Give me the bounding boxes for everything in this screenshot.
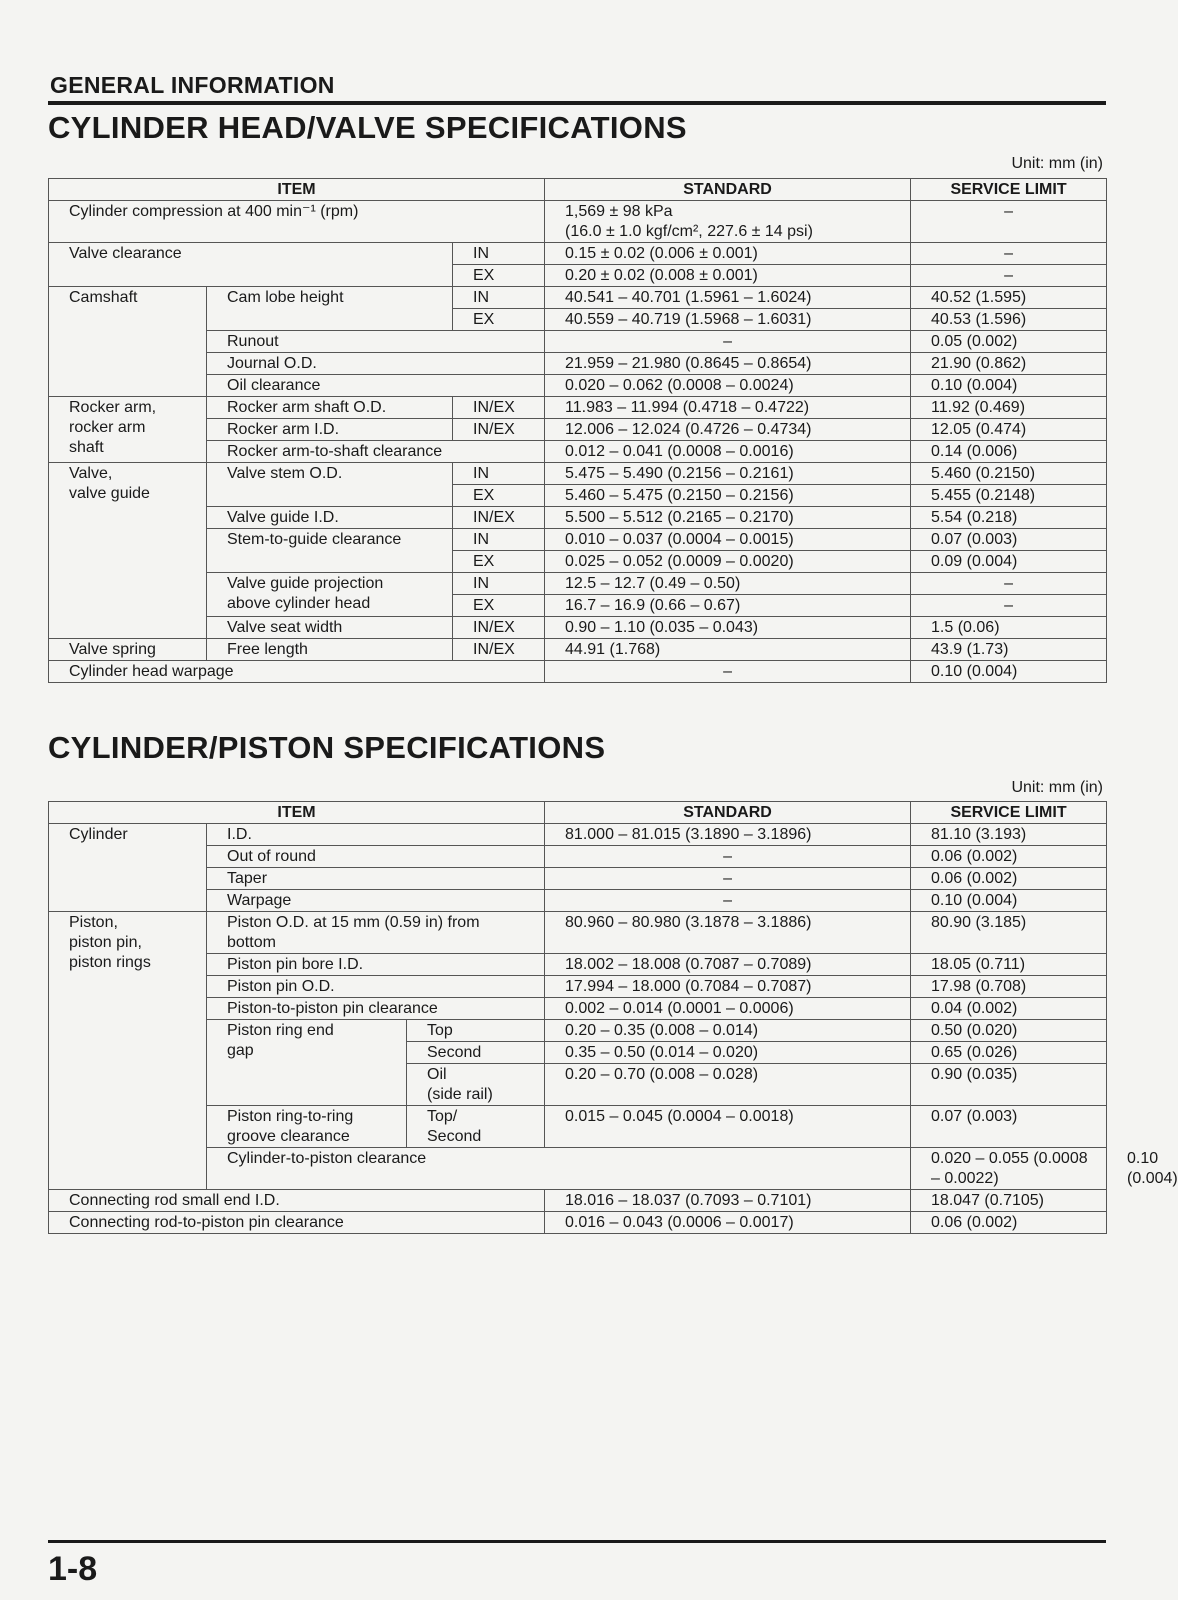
cylinder-piston-title: CYLINDER/PISTON SPECIFICATIONS: [48, 730, 606, 765]
item-cell: Journal O.D.: [207, 353, 545, 375]
col-item: ITEM: [49, 802, 545, 824]
item-cell: Cylinder head warpage: [49, 661, 545, 683]
item-cell: Valve guide projection above cylinder head: [207, 573, 453, 617]
group-cell: Valve, valve guide: [49, 463, 207, 639]
standard-cell: –: [545, 661, 911, 683]
item-cell: Connecting rod-to-piston pin clearance: [49, 1212, 545, 1234]
sub-cell: EX: [453, 485, 545, 507]
sub-cell: IN/EX: [453, 419, 545, 441]
table-row: [49, 1106, 1107, 1148]
limit-cell: 18.047 (0.7105): [911, 1190, 1107, 1212]
table-row: [49, 639, 1107, 661]
limit-cell: 0.10 (0.004): [911, 375, 1107, 397]
standard-cell: 0.90 – 1.10 (0.035 – 0.043): [545, 617, 911, 639]
limit-cell: 0.07 (0.003): [911, 1106, 1107, 1148]
col-limit: SERVICE LIMIT: [911, 802, 1107, 824]
limit-cell: –: [911, 265, 1107, 287]
top-rule: [48, 101, 1106, 105]
limit-cell: 0.65 (0.026): [911, 1042, 1107, 1064]
sub-cell: IN/EX: [453, 507, 545, 529]
cylinder-head-title: CYLINDER HEAD/VALVE SPECIFICATIONS: [48, 110, 687, 145]
group-cell: Rocker arm, rocker arm shaft: [49, 397, 207, 463]
item-cell: Valve stem O.D.: [207, 463, 453, 507]
table-row: [49, 661, 1107, 683]
item-cell: Valve guide I.D.: [207, 507, 453, 529]
limit-cell: 0.06 (0.002): [911, 1212, 1107, 1234]
table-row: [49, 201, 1107, 243]
limit-cell: 17.98 (0.708): [911, 976, 1107, 998]
cylinder-piston-table: [48, 801, 1178, 1234]
limit-cell: 80.90 (3.185): [911, 912, 1107, 954]
standard-cell: 81.000 – 81.015 (3.1890 – 3.1896): [545, 824, 911, 846]
limit-cell: 5.460 (0.2150): [911, 463, 1107, 485]
item-cell: Rocker arm shaft O.D.: [207, 397, 453, 419]
col-item: ITEM: [49, 179, 545, 201]
group-cell: Valve spring: [49, 639, 207, 661]
sub-cell: IN: [453, 287, 545, 309]
item-cell: Cylinder compression at 400 min⁻¹ (rpm): [49, 201, 545, 243]
table-row: [49, 954, 1107, 976]
sub-cell: Top: [407, 1020, 545, 1042]
standard-cell: 1,569 ± 98 kPa (16.0 ± 1.0 kgf/cm², 227.6 ± 14 psi): [545, 201, 911, 243]
group-cell: Cylinder: [49, 824, 207, 912]
table-row: [49, 1212, 1107, 1234]
standard-cell: 40.559 – 40.719 (1.5968 – 1.6031): [545, 309, 911, 331]
table-row: [49, 912, 1107, 954]
standard-cell: 12.006 – 12.024 (0.4726 – 0.4734): [545, 419, 911, 441]
table-row: [49, 419, 1107, 441]
table-row: [49, 331, 1107, 353]
standard-cell: 80.960 – 80.980 (3.1878 – 3.1886): [545, 912, 911, 954]
table-row: [49, 397, 1107, 419]
sub-cell: IN: [453, 529, 545, 551]
unit-label: Unit: mm (in): [1011, 155, 1103, 172]
standard-cell: –: [545, 890, 911, 912]
item-cell: Taper: [207, 868, 545, 890]
standard-cell: –: [545, 868, 911, 890]
table-row: [49, 507, 1107, 529]
sub-cell: Top/ Second: [407, 1106, 545, 1148]
limit-cell: –: [911, 243, 1107, 265]
standard-cell: 40.541 – 40.701 (1.5961 – 1.6024): [545, 287, 911, 309]
limit-cell: 18.05 (0.711): [911, 954, 1107, 976]
item-cell: Piston ring-to-ring groove clearance: [207, 1106, 407, 1148]
standard-cell: 0.025 – 0.052 (0.0009 – 0.0020): [545, 551, 911, 573]
limit-cell: 21.90 (0.862): [911, 353, 1107, 375]
limit-cell: 0.06 (0.002): [911, 868, 1107, 890]
item-cell: Valve seat width: [207, 617, 453, 639]
limit-cell: 40.53 (1.596): [911, 309, 1107, 331]
table-row: [49, 243, 1107, 265]
standard-cell: 21.959 – 21.980 (0.8645 – 0.8654): [545, 353, 911, 375]
table-row: [49, 976, 1107, 998]
table-row: [49, 529, 1107, 551]
sub-cell: IN: [453, 243, 545, 265]
table-row: [49, 1020, 1107, 1042]
table-row: [49, 573, 1107, 595]
section-label: GENERAL INFORMATION: [50, 72, 335, 98]
item-cell: Piston ring end gap: [207, 1020, 407, 1106]
table-row: [49, 441, 1107, 463]
sub-cell: IN: [453, 463, 545, 485]
standard-cell: 0.002 – 0.014 (0.0001 – 0.0006): [545, 998, 911, 1020]
item-cell: Stem-to-guide clearance: [207, 529, 453, 573]
limit-cell: 0.90 (0.035): [911, 1064, 1107, 1106]
table-row: [49, 463, 1107, 485]
standard-cell: 0.010 – 0.037 (0.0004 – 0.0015): [545, 529, 911, 551]
standard-cell: 5.500 – 5.512 (0.2165 – 0.2170): [545, 507, 911, 529]
unit-label: Unit: mm (in): [1011, 779, 1103, 796]
limit-cell: 1.5 (0.06): [911, 617, 1107, 639]
limit-cell: –: [911, 573, 1107, 595]
sub-cell: EX: [453, 309, 545, 331]
limit-cell: 0.10 (0.004): [911, 890, 1107, 912]
item-cell: Warpage: [207, 890, 545, 912]
table-header-row: [49, 802, 1107, 824]
sub-cell: Oil (side rail): [407, 1064, 545, 1106]
table-row: [49, 375, 1107, 397]
item-cell: Oil clearance: [207, 375, 545, 397]
sub-cell: IN/EX: [453, 639, 545, 661]
limit-cell: 0.50 (0.020): [911, 1020, 1107, 1042]
table-header-row: [49, 179, 1107, 201]
table-row: [49, 824, 1107, 846]
page-number: 1-8: [48, 1550, 98, 1588]
standard-cell: –: [545, 331, 911, 353]
group-cell: Camshaft: [49, 287, 207, 397]
sub-cell: IN/EX: [453, 617, 545, 639]
item-cell: Runout: [207, 331, 545, 353]
limit-cell: 0.07 (0.003): [911, 529, 1107, 551]
table-row: [49, 353, 1107, 375]
standard-cell: 0.35 – 0.50 (0.014 – 0.020): [545, 1042, 911, 1064]
limit-cell: –: [911, 201, 1107, 243]
item-cell: Connecting rod small end I.D.: [49, 1190, 545, 1212]
sub-cell: EX: [453, 595, 545, 617]
limit-cell: 0.05 (0.002): [911, 331, 1107, 353]
limit-cell: 5.455 (0.2148): [911, 485, 1107, 507]
limit-cell: 81.10 (3.193): [911, 824, 1107, 846]
standard-cell: 44.91 (1.768): [545, 639, 911, 661]
standard-cell: 17.994 – 18.000 (0.7084 – 0.7087): [545, 976, 911, 998]
sub-cell: IN/EX: [453, 397, 545, 419]
table-row: [49, 998, 1107, 1020]
item-cell: Piston-to-piston pin clearance: [207, 998, 545, 1020]
standard-cell: 16.7 – 16.9 (0.66 – 0.67): [545, 595, 911, 617]
standard-cell: 5.475 – 5.490 (0.2156 – 0.2161): [545, 463, 911, 485]
limit-cell: 5.54 (0.218): [911, 507, 1107, 529]
item-cell: I.D.: [207, 824, 545, 846]
limit-cell: 43.9 (1.73): [911, 639, 1107, 661]
standard-cell: 0.020 – 0.062 (0.0008 – 0.0024): [545, 375, 911, 397]
col-limit: SERVICE LIMIT: [911, 179, 1107, 201]
standard-cell: 0.20 – 0.35 (0.008 – 0.014): [545, 1020, 911, 1042]
limit-cell: 0.10 (0.004): [911, 661, 1107, 683]
standard-cell: 0.016 – 0.043 (0.0006 – 0.0017): [545, 1212, 911, 1234]
col-standard: STANDARD: [545, 802, 911, 824]
limit-cell: 0.04 (0.002): [911, 998, 1107, 1020]
item-cell: Out of round: [207, 846, 545, 868]
standard-cell: 18.016 – 18.037 (0.7093 – 0.7101): [545, 1190, 911, 1212]
sub-cell: EX: [453, 265, 545, 287]
standard-cell: 5.460 – 5.475 (0.2150 – 0.2156): [545, 485, 911, 507]
table-row: [49, 287, 1107, 309]
table-row: [49, 868, 1107, 890]
standard-cell: 0.012 – 0.041 (0.0008 – 0.0016): [545, 441, 911, 463]
standard-cell: 0.20 – 0.70 (0.008 – 0.028): [545, 1064, 911, 1106]
sub-cell: IN: [453, 573, 545, 595]
item-cell: Valve clearance: [49, 243, 453, 287]
item-cell: Piston O.D. at 15 mm (0.59 in) from bottom: [207, 912, 545, 954]
standard-cell: –: [545, 846, 911, 868]
standard-cell: 0.015 – 0.045 (0.0004 – 0.0018): [545, 1106, 911, 1148]
table-row: [49, 890, 1107, 912]
limit-cell: 0.06 (0.002): [911, 846, 1107, 868]
cylinder-head-table: [48, 178, 1107, 683]
standard-cell: 12.5 – 12.7 (0.49 – 0.50): [545, 573, 911, 595]
standard-cell: 18.002 – 18.008 (0.7087 – 0.7089): [545, 954, 911, 976]
limit-cell: 0.09 (0.004): [911, 551, 1107, 573]
limit-cell: –: [911, 595, 1107, 617]
item-cell: Cylinder-to-piston clearance: [207, 1148, 911, 1190]
limit-cell: 11.92 (0.469): [911, 397, 1107, 419]
table-row: [49, 1190, 1107, 1212]
limit-cell: 40.52 (1.595): [911, 287, 1107, 309]
standard-cell: 0.20 ± 0.02 (0.008 ± 0.001): [545, 265, 911, 287]
sub-cell: Second: [407, 1042, 545, 1064]
item-cell: Piston pin bore I.D.: [207, 954, 545, 976]
item-cell: Cam lobe height: [207, 287, 453, 331]
limit-cell: 0.14 (0.006): [911, 441, 1107, 463]
item-cell: Free length: [207, 639, 453, 661]
bottom-rule: [48, 1540, 1106, 1543]
col-standard: STANDARD: [545, 179, 911, 201]
standard-cell: 11.983 – 11.994 (0.4718 – 0.4722): [545, 397, 911, 419]
table-row: Cylinder-to-piston clearance 0.020 – 0.055 (0.0008 – 0.0022) 0.10 (0.004): [49, 1148, 1107, 1190]
standard-cell: 0.020 – 0.055 (0.0008 – 0.0022): [911, 1148, 1107, 1190]
table-row: [49, 617, 1107, 639]
sub-cell: EX: [453, 551, 545, 573]
item-cell: Rocker arm I.D.: [207, 419, 453, 441]
standard-cell: 0.15 ± 0.02 (0.006 ± 0.001): [545, 243, 911, 265]
item-cell: Rocker arm-to-shaft clearance: [207, 441, 545, 463]
group-cell: Piston, piston pin, piston rings: [49, 912, 207, 1190]
limit-cell: 12.05 (0.474): [911, 419, 1107, 441]
item-cell: Piston pin O.D.: [207, 976, 545, 998]
table-row: [49, 846, 1107, 868]
